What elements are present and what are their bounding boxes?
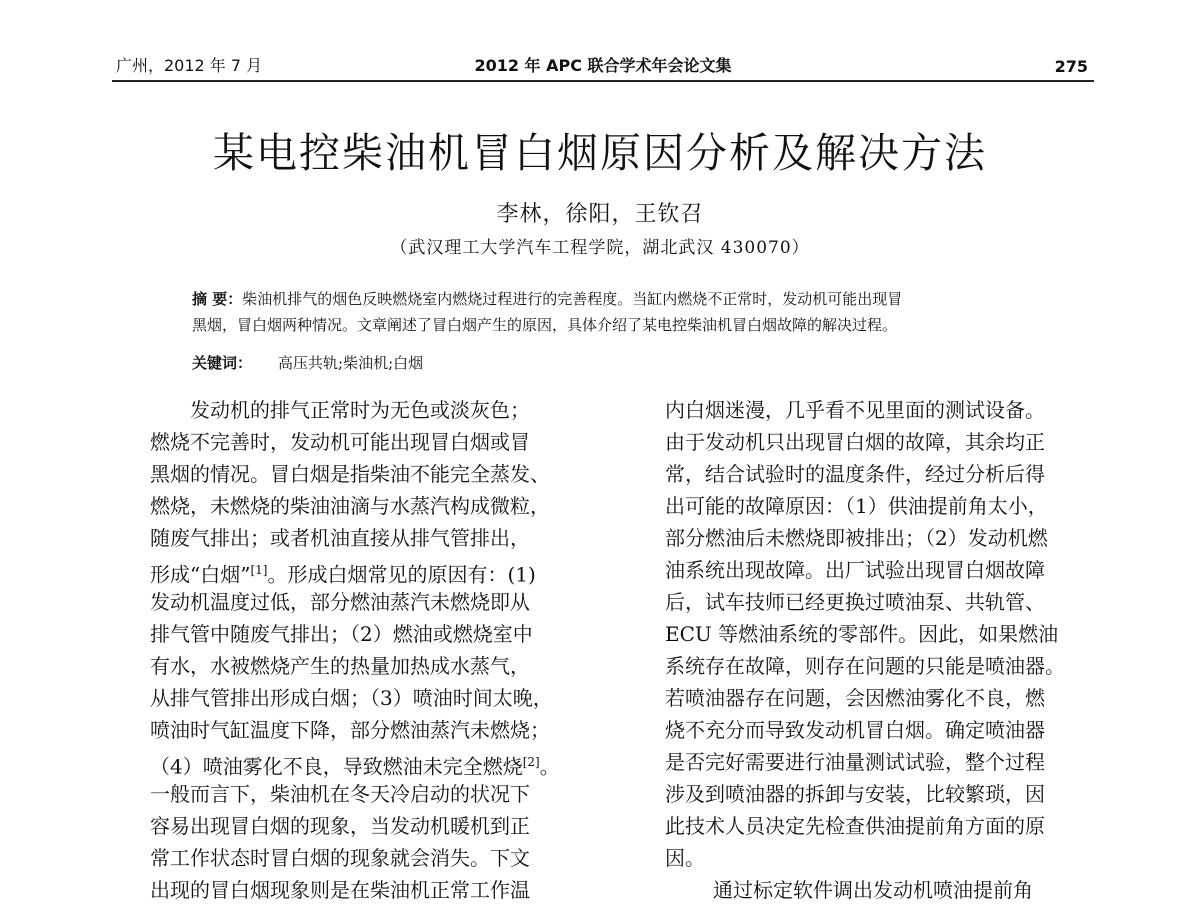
keywords-label: 关键词：: [192, 354, 253, 372]
text-line: ECU 等燃油系统的零部件。因此，如果燃油: [665, 622, 1059, 646]
text-line: 喷油时气缸温度下降，部分燃油蒸汽未燃烧；: [150, 718, 550, 742]
text-line: 由于发动机只出现冒白烟的故障，其余均正: [665, 430, 1045, 454]
paper-authors: 李林，徐阳，王钦召: [496, 202, 704, 227]
text-line: 因。: [665, 846, 705, 870]
text-line: 一般而言下，柴油机在冬天冷启动的状况下: [150, 782, 530, 806]
text-line: 出现的冒白烟现象则是在柴油机正常工作温: [150, 878, 530, 902]
text-line: 此技术人员决定先检查供油提前角方面的原: [665, 814, 1045, 838]
running-header: [112, 52, 1094, 82]
paper-title: 某电控柴油机冒白烟原因分析及解决方法: [213, 129, 987, 177]
keywords-text: 高压共轨;柴油机;白烟: [278, 354, 424, 372]
abstract-label: 摘 要：: [192, 290, 243, 308]
text-line: 部分燃油后未燃烧即被排出；（2）发动机燃: [665, 526, 1048, 550]
abstract-line-2: 黑烟，冒白烟两种情况。文章阐述了冒白烟产生的原因，具体介绍了某电控柴油机冒白烟故障的解决过程。: [192, 316, 898, 334]
text-line: 是否完好需要进行油量测试试验，整个过程: [665, 750, 1045, 774]
text-line: 常，结合试验时的温度条件，经过分析后得: [665, 462, 1045, 486]
citation-ref: [1]: [250, 563, 268, 577]
text-line: 内白烟迷漫，几乎看不见里面的测试设备。: [665, 398, 1045, 422]
header-location-date: 广州，2012 年 7 月: [116, 56, 263, 75]
text-line: 后，试车技师已经更换过喷油泵、共轨管、: [665, 590, 1045, 614]
text-line: 排气管中随废气排出；（2）燃油或燃烧室中: [150, 622, 533, 646]
text-line: 燃烧，未燃烧的柴油油滴与水蒸汽构成微粒，: [150, 494, 550, 518]
text-line: 常工作状态时冒白烟的现象就会消失。下文: [150, 846, 530, 870]
text-line: 涉及到喷油器的拆卸与安装，比较繁琐，因: [665, 782, 1045, 806]
page-number: 275: [1054, 57, 1088, 76]
body-column-right: [665, 394, 1095, 906]
text-line: 出可能的故障原因：（1）供油提前角太小，: [665, 494, 1048, 518]
citation-ref: [2]: [522, 755, 540, 769]
text-line: 容易出现冒白烟的现象，当发动机暖机到正: [150, 814, 530, 838]
text-line: 形成“白烟”[1]。形成白烟常见的原因有：(1): [150, 562, 536, 587]
text-line: 随废气排出；或者机油直接从排气管排出，: [150, 526, 530, 550]
text-line: 若喷油器存在问题，会因燃油雾化不良，燃: [665, 686, 1045, 710]
abstract-line-1: 摘 要：柴油机排气的烟色反映燃烧室内燃烧过程进行的完善程度。当缸内燃烧不正常时，发动机可能出现冒: [192, 290, 903, 308]
keywords: [192, 352, 423, 373]
text-line: 燃烧不完善时，发动机可能出现冒白烟或冒: [150, 430, 530, 454]
text-line: 发动机温度过低，部分燃油蒸汽未燃烧即从: [150, 590, 530, 614]
text-line: 发动机的排气正常时为无色或淡灰色；: [190, 398, 530, 422]
body-column-left: [150, 394, 580, 906]
text-line: 油系统出现故障。出厂试验出现冒白烟故障: [665, 558, 1045, 582]
text-line: （4）喷油雾化不良，导致燃油未完全燃烧[2]。: [150, 754, 560, 779]
text-line: 有水，水被燃烧产生的热量加热成水蒸气，: [150, 654, 530, 678]
text-line: 通过标定软件调出发动机喷油提前角: [713, 878, 1033, 902]
text-line: 黑烟的情况。冒白烟是指柴油不能完全蒸发、: [150, 462, 550, 486]
text-line: 从排气管排出形成白烟；（3）喷油时间太晚，: [150, 686, 553, 710]
author-affiliation: （武汉理工大学汽车工程学院，湖北武汉 430070）: [390, 238, 810, 258]
text-line: 系统存在故障，则存在问题的只能是喷油器。: [665, 654, 1065, 678]
abstract: [192, 286, 1092, 338]
text-line: 烧不充分而导致发动机冒白烟。确定喷油器: [665, 718, 1045, 742]
header-proceedings-title: 2012 年 APC 联合学术年会论文集: [474, 56, 732, 75]
